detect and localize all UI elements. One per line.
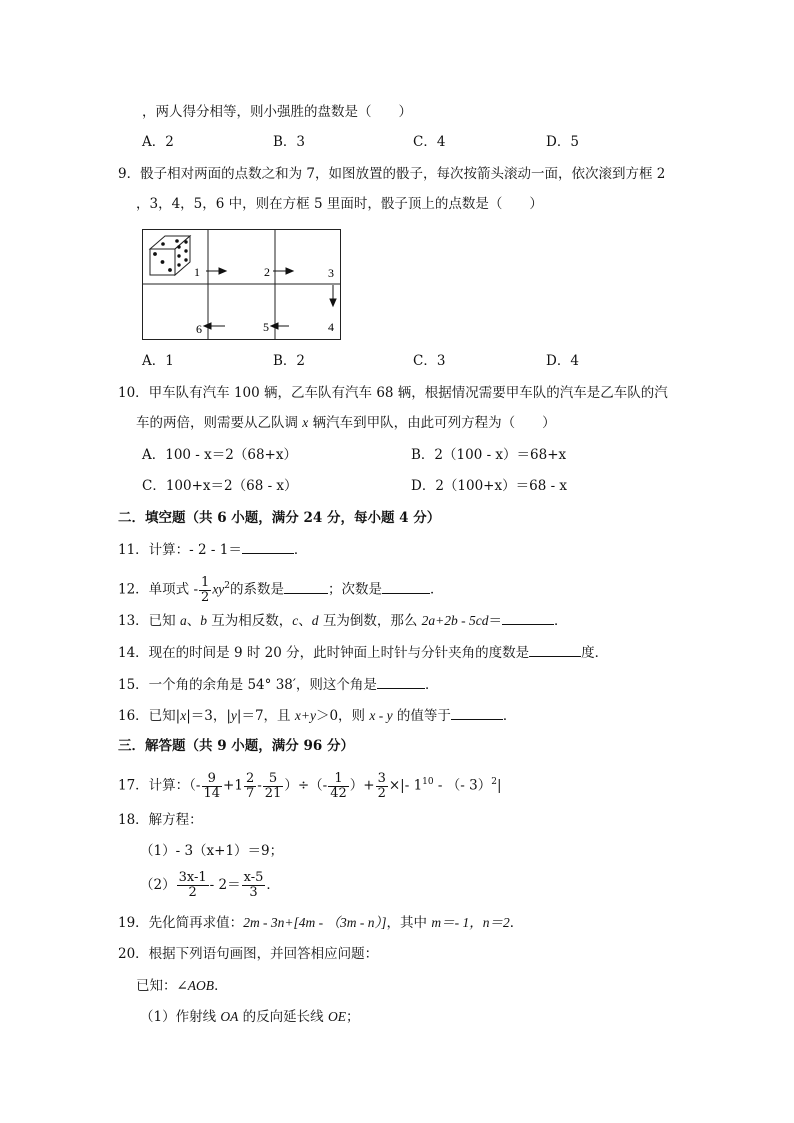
q9-option-d: D．4 xyxy=(546,353,579,369)
q20-given xyxy=(136,976,228,996)
q19-mid: ，其中 xyxy=(386,915,432,931)
q17-f2-den: 7 xyxy=(245,785,255,801)
q18-sub1: （1）- 3（x+1）＝9； xyxy=(140,843,284,859)
q11 xyxy=(118,539,307,560)
q17-f1-den: 14 xyxy=(203,785,221,801)
q18-sub2-pre: （2） xyxy=(140,877,176,893)
q18-sub2 xyxy=(140,868,280,902)
q10-option-a: A．100 - x＝2（68+x） xyxy=(142,447,297,463)
q8-stem: ，两人得分相等，则小强胜的盘数是（ ） xyxy=(142,104,412,120)
q16-mid2: |＝7，且 xyxy=(236,708,295,724)
q20-sub1-pre: （1）作射线 xyxy=(140,1009,221,1025)
q17-exp10: 10 xyxy=(422,777,434,787)
q18-end: ． xyxy=(266,877,280,893)
q13-b: b xyxy=(200,613,207,628)
q10-line2-pre: 车的两倍，则需要从乙队调 xyxy=(136,415,303,431)
q18-frac-1 xyxy=(177,871,209,900)
q15 xyxy=(118,674,438,695)
q18-f1-den: 2 xyxy=(188,885,197,900)
q16-mid1: |＝3，| xyxy=(186,708,231,724)
q10-option-b: B．2（100 - x）＝68+x xyxy=(411,447,567,463)
q9-line1: 9．骰子相对两面的点数之和为 7，如图放置的骰子，每次按箭头滚动一面，依次滚到方框 2 xyxy=(118,166,666,182)
q12-frac-num: 1 xyxy=(201,574,210,590)
q16-mid3: ＞0，则 xyxy=(315,708,370,724)
q19 xyxy=(118,913,523,933)
q9-option-b: B．2 xyxy=(273,353,306,369)
q18-f2-den: 3 xyxy=(249,885,258,900)
q17-p8: | xyxy=(496,777,502,794)
q13 xyxy=(118,610,567,631)
q17-frac-5 xyxy=(376,772,388,801)
q14-text: 14．现在的时间是 9 时 20 分，此时钟面上时针与分针夹角的度数是 xyxy=(118,645,530,661)
q18-frac-2 xyxy=(242,871,266,900)
q17-pre: 17．计算：（- xyxy=(118,777,201,794)
q20-sub1-end: ； xyxy=(345,1009,360,1025)
q13-c2: 、 xyxy=(298,613,312,629)
q17-f4-num: 1 xyxy=(328,772,349,787)
q20-title: 20．根据下列语句画图，并回答相应问题： xyxy=(118,946,379,962)
q16-x: x xyxy=(180,708,187,723)
box-label-2: 2 xyxy=(264,265,270,279)
q17-frac-2 xyxy=(244,772,256,801)
q17-p7: - （- 3） xyxy=(433,777,492,794)
q12 xyxy=(118,571,444,605)
dice-icon xyxy=(150,236,190,275)
q13-pre: 13．已知 xyxy=(118,613,180,629)
q12-exp: 2 xyxy=(224,581,231,591)
q9-option-a: A．1 xyxy=(142,353,174,369)
q9-option-c: C．3 xyxy=(413,353,446,369)
q17-p2: +1 xyxy=(223,777,243,794)
q10-line2-post: 辆汽车到甲队，由此可列方程为（ ） xyxy=(308,415,556,431)
q14 xyxy=(118,642,608,663)
q16-answer-blank[interactable] xyxy=(451,705,503,720)
q12-term: xy xyxy=(212,581,225,597)
q12-frac-den: 2 xyxy=(201,589,210,605)
q13-d: d xyxy=(311,613,319,628)
q17-f4-den: 42 xyxy=(330,785,347,801)
q20-given-end: ． xyxy=(214,978,228,994)
q16-pre: 16．已知| xyxy=(118,708,181,724)
q8-option-c: C．4 xyxy=(413,134,446,150)
q17-exp2: 2 xyxy=(491,777,497,787)
q19-cond: m＝- 1，n＝2 xyxy=(431,915,510,930)
q16-mid4: 的值等于 xyxy=(392,708,451,724)
section-heading-fill-in: 二．填空题（共 6 小题，满分 24 分，每小题 4 分） xyxy=(118,510,441,526)
q20-angle: ∠AOB xyxy=(176,978,215,993)
q12-fraction xyxy=(199,576,211,605)
q17-frac-4 xyxy=(328,772,349,801)
q18-f1-num: 3x-1 xyxy=(178,870,207,885)
box-label-5: 5 xyxy=(263,320,269,334)
q16 xyxy=(118,705,516,726)
q17-p3: - xyxy=(257,777,262,794)
q20-oa: OA xyxy=(220,1009,239,1024)
q17-p6: ×|- 1 xyxy=(388,777,423,794)
box-label-6: 6 xyxy=(196,322,202,336)
q11-text: 11．计算：- 2 - 1＝ xyxy=(118,542,242,558)
dice-grid-figure xyxy=(142,229,342,341)
q16-end: ． xyxy=(502,708,517,724)
q20-sub1-mid: 的反向延长线 xyxy=(238,1009,328,1025)
q18-mid: - 2＝ xyxy=(209,877,241,893)
q12-end: ． xyxy=(430,581,444,598)
q18-f2-num: x-5 xyxy=(243,870,264,885)
q17-f3-num: 5 xyxy=(263,772,284,787)
q11-answer-blank[interactable] xyxy=(242,539,294,554)
q8-option-a: A．2 xyxy=(142,134,174,150)
q17-frac-3 xyxy=(263,772,284,801)
q14-answer-blank[interactable] xyxy=(529,642,581,657)
q13-c1: 、 xyxy=(186,613,201,629)
q18-title: 18．解方程： xyxy=(118,812,203,828)
q20-sub1 xyxy=(140,1007,359,1027)
q19-end: ． xyxy=(509,915,524,931)
q17-p4: ）÷（- xyxy=(284,777,328,794)
section-heading-solve: 三．解答题（共 9 小题，满分 96 分） xyxy=(118,738,354,754)
q10-line2 xyxy=(136,413,556,433)
q12-sep: ；次数是 xyxy=(328,581,383,598)
q13-end: ． xyxy=(553,613,568,629)
q12-degree-blank[interactable] xyxy=(382,579,430,594)
q13-mid1: 互为相反数， xyxy=(206,613,293,629)
q19-expr: 2m - 3n+[4m - （3m - n）] xyxy=(243,915,387,930)
box-label-1: 1 xyxy=(194,265,200,279)
q17-f3-den: 21 xyxy=(264,785,282,801)
q10-option-d: D．2（100+x）＝68 - x xyxy=(411,478,568,494)
q15-text: 15．一个角的余角是 54° 38′，则这个角是 xyxy=(118,677,377,693)
q12-coefficient-blank[interactable] xyxy=(284,579,328,594)
q19-pre: 19．先化简再求值： xyxy=(118,915,244,931)
q13-mid2: 互为倒数，那么 xyxy=(318,613,422,629)
q20-oe: OE xyxy=(327,1009,346,1024)
q17-frac-1 xyxy=(202,772,223,801)
q15-answer-blank[interactable] xyxy=(377,674,425,689)
q8-option-b: B．3 xyxy=(273,134,306,150)
q13-a: a xyxy=(179,613,187,628)
q17-f2-num: 2 xyxy=(245,770,255,786)
q16-y: y xyxy=(230,708,237,723)
q14-end: 度． xyxy=(581,645,609,661)
q10-option-c: C．100+x＝2（68 - x） xyxy=(142,478,298,494)
q17 xyxy=(118,765,502,803)
q11-end: ． xyxy=(293,542,308,558)
q9-line2: ，3，4，5，6 中，则在方框 5 里面时，骰子顶上的点数是（ ） xyxy=(136,196,543,212)
box-label-4: 4 xyxy=(328,320,334,334)
q17-f5-num: 3 xyxy=(377,770,386,786)
q16-cond: x+y xyxy=(294,708,316,723)
q12-mid: 的系数是 xyxy=(230,581,285,598)
q10-line1: 10．甲车队有汽车 100 辆，乙车队有汽车 68 辆，根据情况需要甲车队的汽车是乙车队的汽 xyxy=(118,385,668,401)
q8-option-d: D．5 xyxy=(546,134,579,150)
q13-expr: 2a+2b - 5cd xyxy=(421,613,489,628)
q10-var-x: x xyxy=(302,415,309,430)
q17-p5: ）+ xyxy=(349,777,375,794)
q16-expr: x - y xyxy=(369,708,393,723)
q17-f5-den: 2 xyxy=(377,785,386,801)
q13-eq: ＝ xyxy=(488,613,502,629)
q17-f1-num: 9 xyxy=(202,772,223,787)
q13-answer-blank[interactable] xyxy=(502,610,554,625)
q8-text xyxy=(142,102,412,122)
q20-given-pre: 已知： xyxy=(136,978,177,994)
q13-c: c xyxy=(292,613,299,628)
q12-pre: 12．单项式 - xyxy=(118,581,199,598)
q15-end: ． xyxy=(424,677,439,693)
box-label-3: 3 xyxy=(328,266,334,280)
